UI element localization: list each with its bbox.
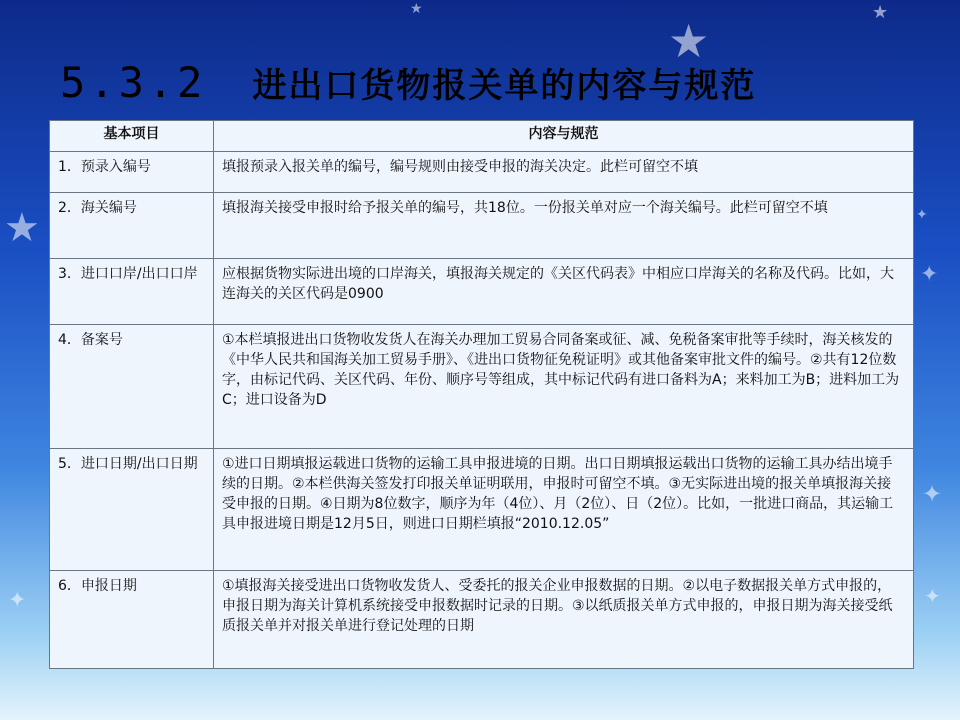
title-text: 进出口货物报关单的内容与规范 <box>252 65 757 106</box>
table-row <box>50 193 914 259</box>
star-icon: ★ <box>4 205 40 251</box>
header-item: 基本项目 <box>50 121 214 152</box>
content-cell: 应根据货物实际进出境的口岸海关，填报海关规定的《关区代码表》中相应口岸海关的名称及代码。比如，大连海关的关区代码是0900 <box>214 259 914 325</box>
star-icon: ★ <box>872 2 889 23</box>
item-cell: 3．进口口岸/出口口岸 <box>50 259 214 325</box>
table-row <box>50 259 914 325</box>
content-table <box>49 120 914 669</box>
table-row <box>50 152 914 193</box>
content-cell: 填报海关接受申报时给予报关单的编号，共18位。一份报关单对应一个海关编号。此栏可留空不填 <box>214 193 914 259</box>
content-cell: ①本栏填报进出口货物收发货人在海关办理加工贸易合同备案或征、减、免税备案审批等手续时，海关核发的《中华人民共和国海关加工贸易手册》、《进出口货物征免税证明》或其他备案审批文件的编号。②共有12位数字，由标记代码、关区代码、年份、顺序号等组成，其中标记代码有进口备料为A；来料加工为B；进料加工为C；进口设备为D <box>214 325 914 449</box>
table-row <box>50 571 914 669</box>
star-icon: ★ <box>410 1 423 17</box>
table-row <box>50 449 914 571</box>
item-cell: 5．进口日期/出口日期 <box>50 449 214 571</box>
slide-title <box>60 52 756 112</box>
item-cell: 1．预录入编号 <box>50 152 214 193</box>
star-icon: ✦ <box>924 584 941 608</box>
header-content: 内容与规范 <box>214 121 914 152</box>
star-icon: ★ <box>668 14 710 68</box>
table-row <box>50 325 914 449</box>
content-cell: 填报预录入报关单的编号，编号规则由接受申报的海关决定。此栏可留空不填 <box>214 152 914 193</box>
star-icon: ✦ <box>922 480 943 508</box>
section-number: 5.3.2 <box>60 57 207 107</box>
item-cell: 2．海关编号 <box>50 193 214 259</box>
star-icon: ✦ <box>8 588 27 613</box>
star-icon: ✦ <box>920 262 939 287</box>
item-cell: 6．申报日期 <box>50 571 214 669</box>
table-header-row <box>50 121 914 152</box>
star-icon: ✦ <box>916 207 928 223</box>
item-cell: 4．备案号 <box>50 325 214 449</box>
content-cell: ①填报海关接受进出口货物收发货人、受委托的报关企业申报数据的日期。②以电子数据报关单方式申报的，申报日期为海关计算机系统接受申报数据时记录的日期。③以纸质报关单方式申报的，申报日期为海关接受纸质报关单并对报关单进行登记处理的日期 <box>214 571 914 669</box>
content-cell: ①进口日期填报运载进口货物的运输工具申报进境的日期。出口日期填报运载出口货物的运输工具办结出境手续的日期。②本栏供海关签发打印报关单证明联用，申报时可留空不填。③无实际进出境的报关单填报海关接受申报的日期。④日期为8位数字，顺序为年（4位）、月（2位）、日（2位）。比如，一批进口商品，其运输工具申报进境日期是12月5日，则进口日期栏填报“2010.12.05” <box>214 449 914 571</box>
